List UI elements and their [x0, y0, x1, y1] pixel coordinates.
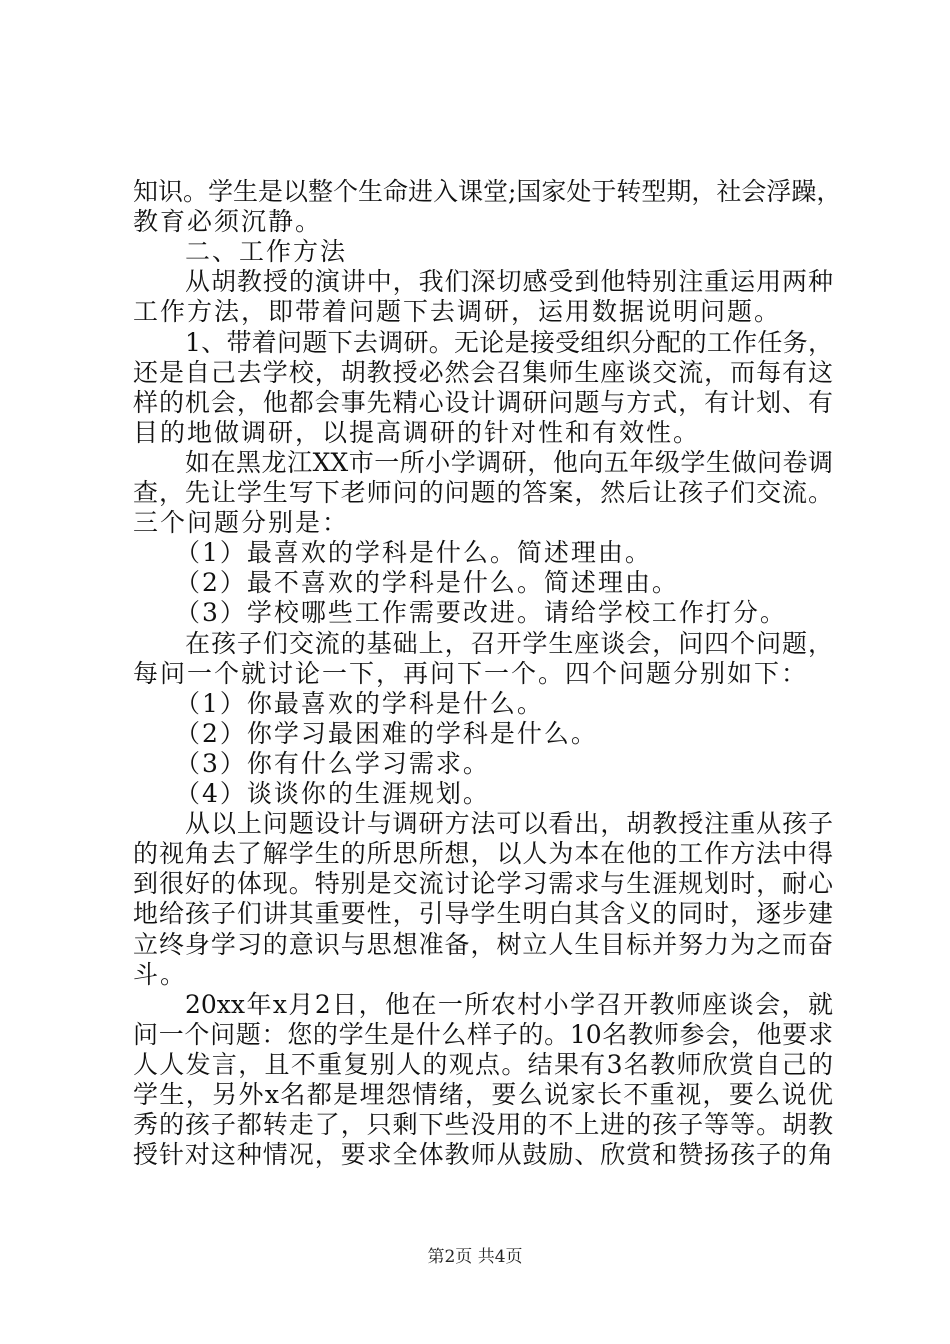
text-line: 还是自己去学校，胡教授必然会召集师生座谈交流，而每有这 [133, 358, 833, 387]
list-item: （2）最不喜欢的学科是什么。简述理由。 [175, 568, 679, 597]
text-line: 授针对这种情况，要求全体教师从鼓励、欣赏和赞扬孩子的角 [133, 1140, 833, 1169]
list-item: （3）你有什么学习需求。 [175, 749, 490, 778]
text-line: 1、带着问题下去调研。无论是接受组织分配的工作任务， [185, 328, 833, 357]
list-item: （3）学校哪些工作需要改进。请给学校工作打分。 [175, 598, 787, 627]
text-line: 秀的孩子都转走了，只剩下些没用的不上进的孩子等等。胡教 [133, 1110, 833, 1139]
text-line: 斗。 [133, 960, 188, 989]
text-line: 样的机会，他都会事先精心设计调研问题与方式，有计划、有 [133, 388, 833, 417]
text-line: 学生，另外x名都是埋怨情绪，要么说家长不重视，要么说优 [133, 1080, 833, 1109]
list-item: （2）你学习最困难的学科是什么。 [175, 719, 598, 748]
text-line: 到很好的体现。特别是交流讨论学习需求与生涯规划时，耐心 [133, 869, 833, 898]
text-line: 的视角去了解学生的所思所想，以人为本在他的工作方法中得 [133, 839, 833, 868]
text-line: 每问一个就讨论一下，再问下一个。四个问题分别如下： [133, 659, 809, 688]
list-item: （1）你最喜欢的学科是什么。 [175, 689, 544, 718]
text-line: 知识。学生是以整个生命进入课堂;国家处于转型期，社会浮躁， [133, 177, 842, 206]
text-line: 如在黑龙江XX市一所小学调研，他向五年级学生做问卷调 [185, 448, 833, 477]
text-line: 从胡教授的演讲中，我们深切感受到他特别注重运用两种 [185, 267, 833, 296]
text-line: 人人发言，且不重复别人的观点。结果有3名教师欣赏自己的 [133, 1050, 833, 1079]
list-item: （1）最喜欢的学科是什么。简述理由。 [175, 538, 652, 567]
text-line: 查，先让学生写下老师问的问题的答案，然后让孩子们交流。 [133, 478, 833, 507]
page-footer: 第2页 共4页 [427, 1247, 523, 1267]
text-line: 立终身学习的意识与思想准备，树立人生目标并努力为之而奋 [133, 930, 833, 959]
text-line: 问一个问题：您的学生是什么样子的。10名教师参会，他要求 [133, 1020, 833, 1049]
text-line: 地给孩子们讲其重要性，引导学生明白其含义的同时，逐步建 [133, 899, 833, 928]
list-item: （4）谈谈你的生涯规划。 [175, 779, 490, 808]
section-heading: 二、工作方法 [185, 237, 348, 266]
text-line: 工作方法，即带着问题下去调研，运用数据说明问题。 [133, 297, 782, 326]
text-line: 在孩子们交流的基础上，召开学生座谈会，问四个问题， [185, 629, 833, 658]
text-line: 20xx年x月2日，他在一所农村小学召开教师座谈会，就 [185, 990, 833, 1019]
text-line: 目的地做调研，以提高调研的针对性和有效性。 [133, 418, 701, 447]
text-line: 三个问题分别是： [133, 508, 350, 537]
text-line: 教育必须沉静。 [133, 207, 323, 236]
text-line: 从以上问题设计与调研方法可以看出，胡教授注重从孩子 [185, 809, 833, 838]
